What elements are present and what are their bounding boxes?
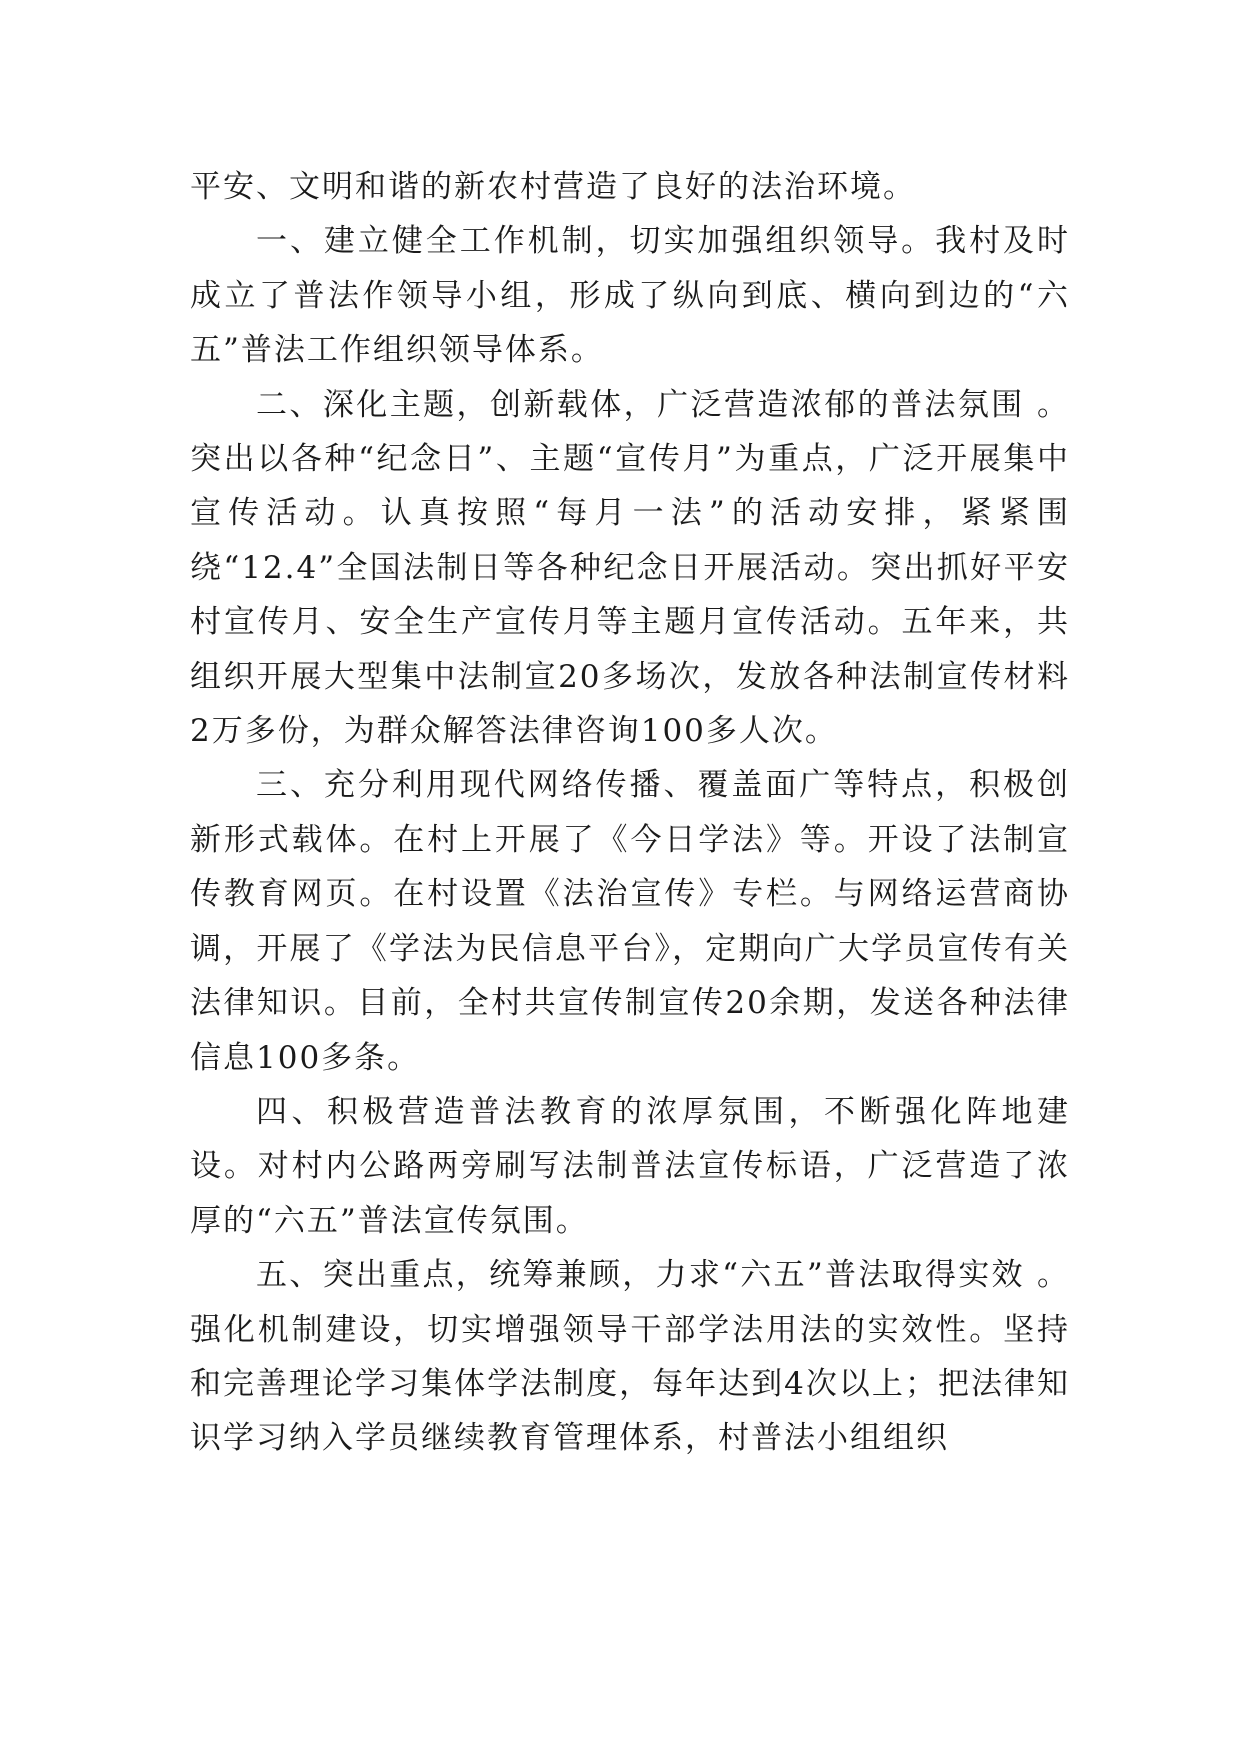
document-body [190, 160, 1070, 1466]
paragraph: 二、深化主题，创新载体，广泛营造浓郁的普法氛围 。突出以各种“纪念日”、主题“宣传月”为重点，广泛开展集中宣传活动。认真按照“每月一法”的活动安排，紧紧围绕“12.4”全国法制日等各种纪念日开展活动。突出抓好平安村宣传月、安全生产宣传月等主题月宣传活动。五年来，共组织开展大型集中法制宣20多场次，发放各种法制宣传材料2万多份，为群众解答法律咨询100多人次。 [190, 386, 1070, 750]
paragraph: 平安、文明和谐的新农村营造了良好的法治环境。 [190, 169, 916, 205]
paragraph: 一、建立健全工作机制，切实加强组织领导。我村及时成立了普法作领导小组，形成了纵向到底、横向到边的“六五”普法工作组织领导体系。 [190, 223, 1070, 369]
paragraph: 四、积极营造普法教育的浓厚氛围，不断强化阵地建设。对村内公路两旁刷写法制普法宣传标语，广泛营造了浓厚的“六五”普法宣传氛围。 [190, 1093, 1070, 1239]
paragraph: 五、突出重点，统筹兼顾，力求“六五”普法取得实效 。强化机制建设，切实增强领导干部学法用法的实效性。坚持和完善理论学习集体学法制度，每年达到4次以上；把法律知识学习纳入学员继续教育管理体系，村普法小组组织 [190, 1257, 1070, 1457]
paragraph: 三、充分利用现代网络传播、覆盖面广等特点，积极创新形式载体。在村上开展了《今日学法》等。开设了法制宣传教育网页。在村设置《法治宣传》专栏。与网络运营商协调，开展了《学法为民信息平台》，定期向广大学员宣传有关法律知识。目前，全村共宣传制宣传20余期，发送各种法律信息100多条。 [190, 767, 1070, 1076]
